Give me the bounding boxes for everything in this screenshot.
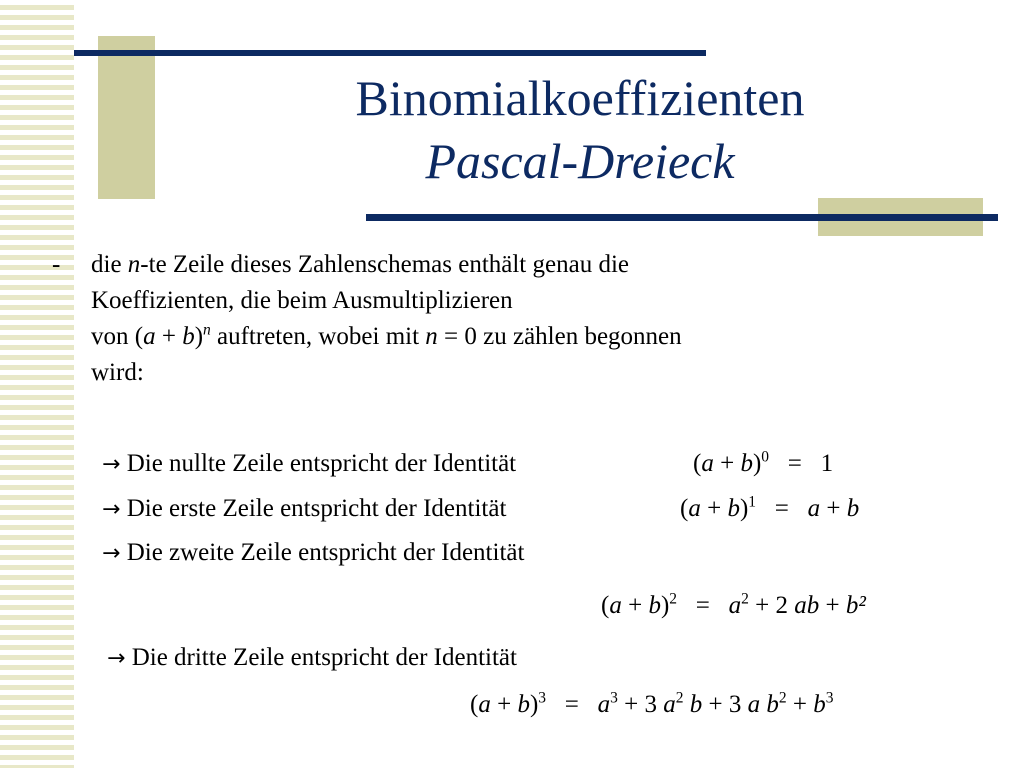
- row-dritte: → Die dritte Zeile entspricht der Identität: [107, 644, 517, 671]
- row-erste: → Die erste Zeile entspricht der Identität: [102, 495, 507, 522]
- identity-1: $(a + b)^1$ = a + b: [680, 493, 860, 522]
- arrow-right-icon: →: [102, 452, 121, 477]
- bullet-line-2: Koeffizienten, die beim Ausmultiplizieren: [91, 287, 513, 314]
- arrow-right-icon: →: [107, 646, 126, 671]
- identity-2: $(a + b)^2$ = $a^2 + 2$ ab + b²: [601, 590, 866, 619]
- arrow-right-icon: →: [102, 497, 121, 522]
- identity-3: $(a + b)^3$ = $a^3 + 3$ $a^2$ b + 3 a $b^2 + b^3$: [470, 689, 834, 718]
- row-nullte: → Die nullte Zeile entspricht der Identität: [102, 450, 517, 477]
- striped-sidebar: [0, 0, 74, 768]
- decor-line-top: [74, 50, 706, 56]
- decor-line-bottom: [366, 214, 998, 221]
- decor-block-top: [98, 36, 155, 199]
- bullet-line-3: von $(a + b)^n$ auftreten, wobei mit n = 0 zu zählen begonnen: [91, 321, 682, 350]
- bullet-line-1: die n-te Zeile dieses Zahlenschemas enthält genau die: [91, 251, 629, 278]
- bullet-line-4: wird:: [91, 359, 144, 386]
- row-zweite: → Die zweite Zeile entspricht der Identität: [102, 539, 525, 566]
- page-title: Binomialkoeffizienten: [355, 70, 805, 126]
- bullet-marker: -: [52, 251, 61, 278]
- arrow-right-icon: →: [102, 541, 121, 566]
- identity-0: $(a + b)^0$ = 1: [693, 448, 834, 477]
- page-subtitle: Pascal-Dreieck: [425, 133, 735, 189]
